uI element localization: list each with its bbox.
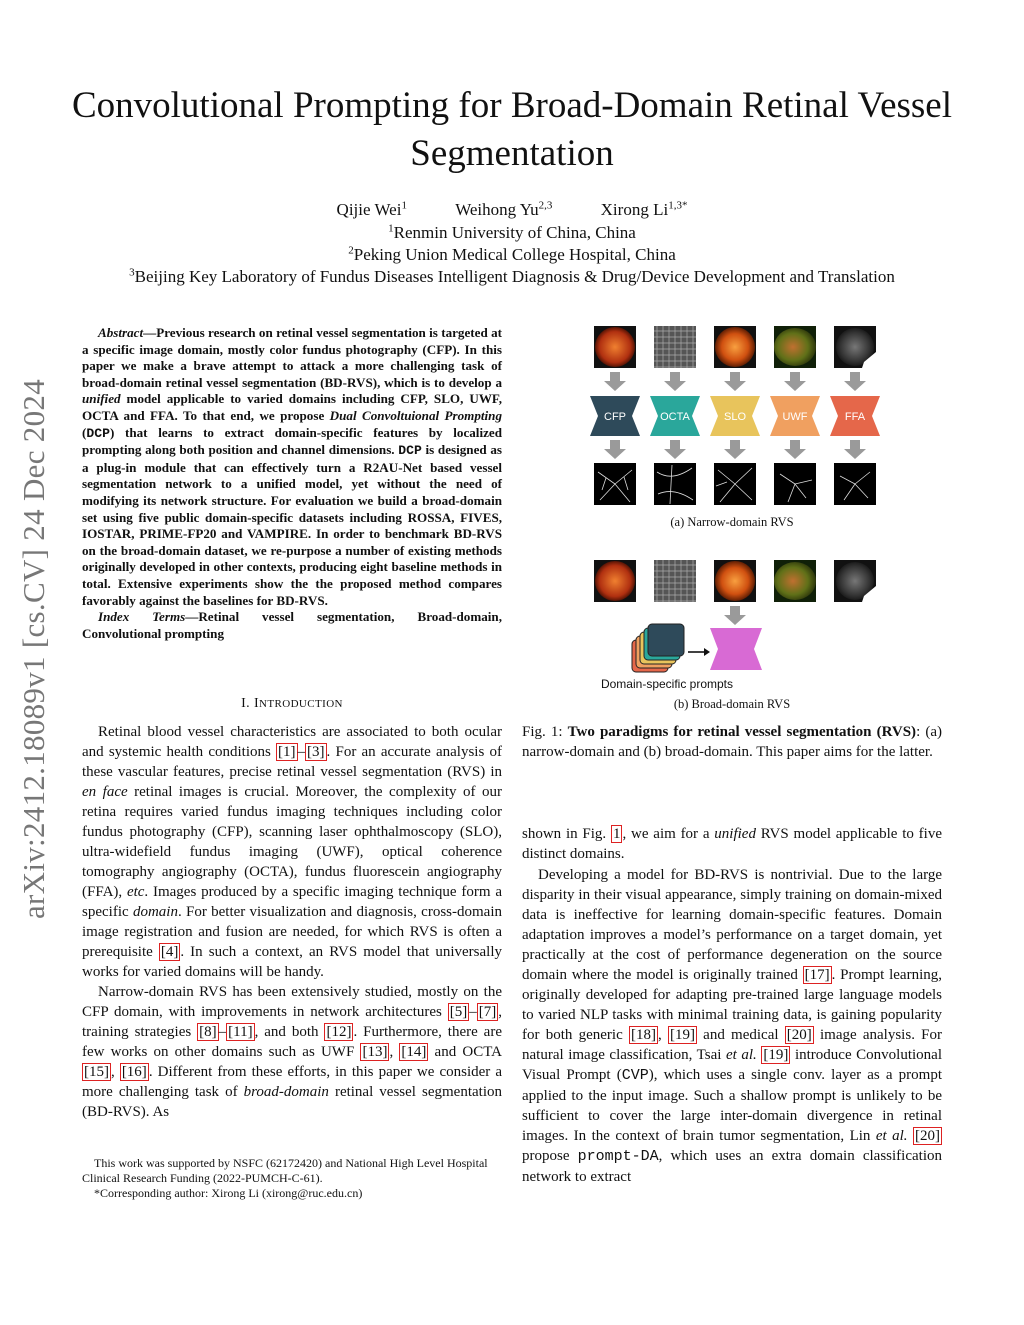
thumb-octa [654, 326, 696, 368]
unified-model [710, 628, 762, 670]
text-run: – [469, 1004, 477, 1020]
text-run: , training strategies [82, 1004, 502, 1040]
caption-b: (b) Broad-domain RVS [673, 697, 791, 711]
citation-link[interactable]: [12] [326, 1024, 352, 1040]
citation-link[interactable]: [19] [763, 1047, 789, 1063]
text-run: – [218, 1024, 227, 1040]
citation-link[interactable]: [20] [915, 1128, 941, 1144]
intro-body [82, 722, 502, 1122]
citation-link[interactable]: [19] [669, 1027, 695, 1043]
citation-link[interactable]: [11] [228, 1024, 253, 1040]
text-run: – [297, 744, 306, 760]
text-run: and OCTA [428, 1044, 502, 1060]
emphasis: en face [82, 784, 128, 800]
citation-link[interactable]: [20] [786, 1027, 812, 1043]
caption-a: (a) Narrow-domain RVS [670, 515, 794, 529]
citation-link[interactable]: [18] [630, 1027, 656, 1043]
citation-link[interactable]: [17] [804, 967, 830, 983]
author-list [60, 199, 964, 221]
text-run: . Different from these efforts, in this paper we consider a more challenging task of [82, 1064, 503, 1100]
text-run: shown in Fig. [522, 826, 611, 842]
footnotes [82, 1156, 502, 1201]
citation-link[interactable]: [4] [160, 944, 179, 960]
domain-label: CFP [604, 411, 626, 423]
text-run: , which uses an extra domain classification network to extract [522, 1148, 942, 1185]
citation-link[interactable]: [3] [307, 744, 325, 760]
citation-link[interactable]: [15] [84, 1064, 109, 1080]
emphasis: etc [126, 884, 145, 900]
narrow-domain-inputs [594, 326, 876, 368]
intro-paragraph-2 [82, 982, 502, 1122]
text-run: , and both [254, 1024, 325, 1040]
text-run: . Furthermore, there are few works on other domains such as UWF [82, 1024, 502, 1060]
text-run: Retinal blood vessel characteristics are associated to both ocular and systemic health conditions [82, 724, 502, 760]
code-term: CVP [621, 1067, 649, 1084]
domain-label: OCTA [660, 411, 690, 423]
author: Xirong $Li^{1,3*}$ [600, 199, 688, 219]
abstract: Abstract—Previous research on retinal vessel segmentation is targeted at a specific image domain, mostly color fundus photography (CFP). In this paper we make a brave attempt to attack a more challenging task of broad-domain retinal vessel segmentation (BD-RVS), which is to develop a unified model applicable to varied domains including CFP, SLO, UWF, OCTA and FFA. To that end, we propose Dual Convoltuional Prompting (DCP) that learns to extract domain-specific features by localized prompting along both position and channel dimensions. DCP is designed as a plug-in module that can effectively turn a R2AU-Net based vessel segmentation network to a unified model, yet without the need of modifying its network structure. For evaluation we build a broad-domain set using five public domain-specific datasets including ROSSA, FIVES, IOSTAR, PRIME-FP20 and VAMPIRE. In order to benchmark BD-RVS on the broad-domain dataset, we re-purpose a number of existing methods originally developed in other contexts, producing eight baseline methods in total. Extensive experiments show the the proposed method compares favorably against the baselines for BD-RVS. Index Terms—Retinal vessel segmentation, Broad-domain, Convolutional prompting [82, 325, 503, 641]
citation-link[interactable]: [16] [121, 1064, 147, 1080]
text-run: . For better visualization and diagnosis, cross-domain image registration and fusion are needed, for which RVS is often a prerequisite [82, 904, 502, 960]
author: Qijie Wei$^1$ [336, 199, 407, 219]
domain-label: FFA [844, 411, 866, 423]
text-run: retinal vessel segmentation (BD-RVS). As [82, 1084, 502, 1120]
broad-domain-inputs [594, 560, 876, 602]
domain-models [590, 396, 880, 436]
text-run: and medical [696, 1027, 785, 1043]
figure-caption: Fig. 1: Two paradigms for retinal vessel segmentation (RVS): (a) narrow-domain and (b) broad-domain. This paper aims for the latter. [522, 724, 942, 760]
text-run: . In such a context, an RVS model that universally works for varied domains will be handy. [82, 944, 502, 980]
emphasis: unified [714, 826, 756, 842]
footnote-corresponding: *Corresponding author: Xirong Li (xirong@ruc.edu.cn) [94, 1186, 363, 1200]
prompts-label: Domain-specific prompts [600, 677, 734, 691]
citation-link[interactable]: [13] [362, 1044, 388, 1060]
affiliation: $^2$Peking Union Medical College Hospital, China [348, 244, 676, 264]
domain-label: SLO [723, 411, 747, 423]
prompt-stack [632, 624, 684, 672]
citation-link[interactable]: 1 [612, 826, 621, 842]
text-run: retinal images is crucial. Moreover, the complexity of our retina requires varied fundus imaging techniques including color fundus photography (CFP), scanning laser ophthalmoscopy (SLO), ultra-widefield fundus imaging (UWF), optical coherence tomography angiography (OCTA), fundus fluorescein angiography (FFA), [82, 784, 503, 900]
affiliation: $^1$Renmin University of China, China [388, 222, 636, 242]
text-run: , [389, 1044, 400, 1060]
text-run: Narrow-domain RVS has been extensively studied, mostly on the CFP domain, with improvements in network architectures [82, 984, 502, 1020]
text-run: propose [522, 1148, 578, 1164]
abstract-label: Abstract [98, 325, 144, 340]
citation-link[interactable]: [14] [401, 1044, 427, 1060]
text-run: introduce Convolutional Visual Prompt ( [522, 1047, 943, 1083]
arxiv-stamp-text: arXiv:2412.18089v1 [cs.CV] 24 Dec 2024 [16, 378, 51, 920]
text-run: image analysis. For natural image classification, Tsai [522, 1027, 942, 1063]
emphasis: domain [132, 904, 178, 920]
affiliation: $^3$Beijing Key Laboratory of Fundus Diseases Intelligent Diagnosis & Drug/Device Development and Translation [129, 266, 895, 286]
paper-title: Convolutional Prompting for Broad-Domain Retinal Vessel Segmentation [71, 85, 953, 174]
emphasis: broad-domain [243, 1084, 329, 1100]
author: Weihong Yu$^{2,3}$ [455, 199, 553, 219]
right-paragraph-1 [522, 824, 942, 864]
arxiv-stamp [4, 354, 64, 944]
text-run: , [111, 1064, 120, 1080]
footnote-funding: This work was supported by NSFC (62172420) and National High Level Hospital Clinical Research Funding (2022-PUMCH-C-61). [82, 1156, 488, 1185]
citation-link[interactable]: [8] [199, 1024, 217, 1040]
arrows-row-1 [604, 372, 866, 391]
text-run: . Images produced by a specific imaging technique form a specific [82, 884, 502, 920]
citation-link[interactable]: [5] [449, 1004, 468, 1020]
text-run: . Prompt learning, originally developed for adapting pre-trained large language models to varied NLP tasks with minimal training data, is gaining popularity for both generic [522, 967, 942, 1043]
section-heading: I. INTRODUCTION [241, 696, 343, 711]
emphasis: et al. [725, 1047, 757, 1063]
text-run: RVS model applicable to five distinct domains. [522, 826, 942, 862]
arrow-to-unified [724, 606, 746, 625]
text-run: , we aim for a [622, 826, 715, 842]
domain-label: UWF [782, 411, 808, 423]
code-term: prompt-DA [577, 1148, 659, 1165]
text-run: . For an accurate analysis of these vascular features, precise retinal vessel segmentation (RVS) in [82, 744, 502, 780]
text-run: , [657, 1027, 668, 1043]
index-terms: Index Terms—Retinal vessel segmentation, Broad-domain, Convolutional prompting [82, 609, 502, 641]
right-paragraph-2 [522, 865, 942, 1187]
text-run: Developing a model for BD-RVS is nontrivial. Due to the large disparity in their visual appearance, simply training on domain-mixed data is ineffective for learning domain-specific features. Domain adaptation improves a model’s performance on a target domain, yet practically at the cost of performance degeneration on the source domain where the model is originally trained [522, 867, 942, 983]
intro-paragraph-1 [82, 722, 502, 982]
segmentation-outputs [594, 463, 876, 505]
arrows-row-2 [604, 440, 866, 459]
emphasis: et al. [875, 1128, 908, 1144]
citation-link[interactable]: [1] [278, 744, 296, 760]
citation-link[interactable]: [7] [478, 1004, 497, 1020]
text-run: ), which uses a single conv. layer as a prompt applied to the input image. Such a shallow prompt is unlikely to be sufficient to cover the large inter-domain divergence in retinal images. In the context of brain tumor segmentation, Lin [522, 1067, 942, 1144]
figure-1 [522, 322, 942, 702]
